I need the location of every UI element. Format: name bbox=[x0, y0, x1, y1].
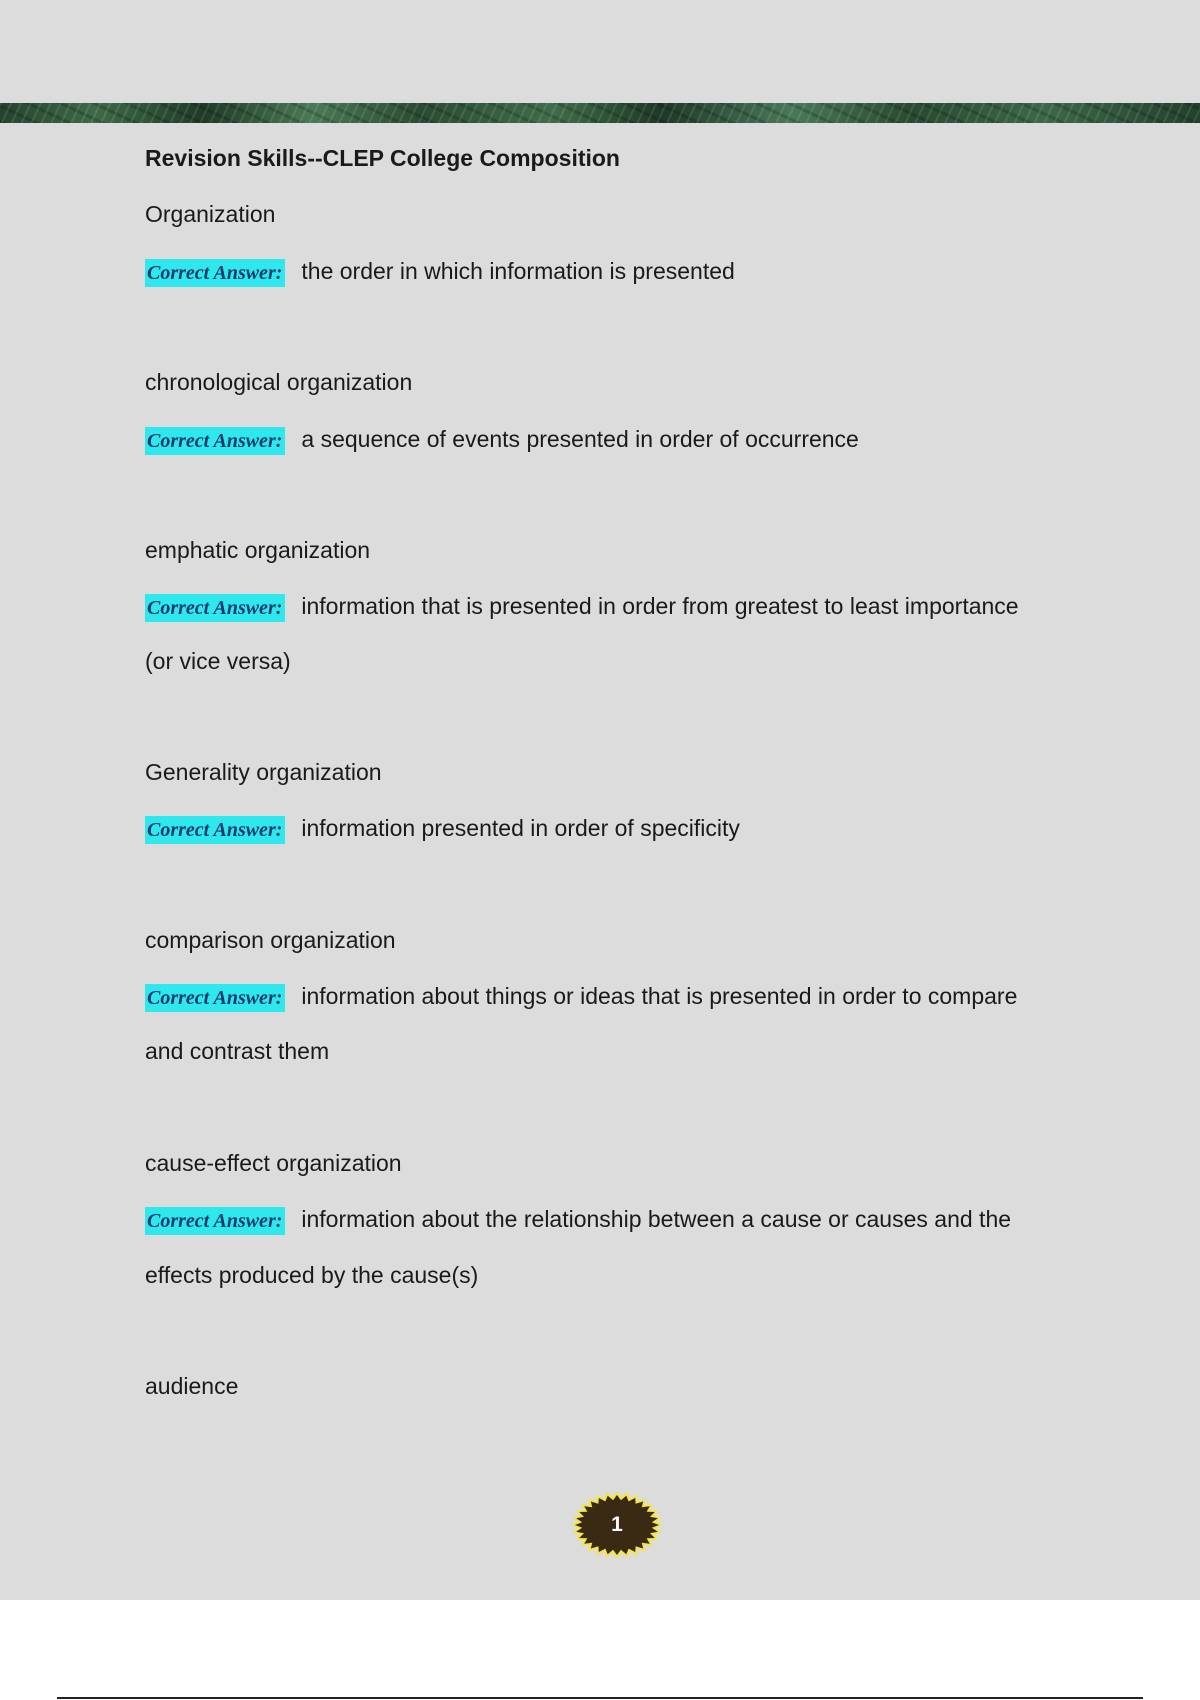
answer-continuation: and contrast them bbox=[145, 1038, 330, 1064]
term-text: Generality organization bbox=[145, 759, 382, 785]
answer-text: a sequence of events presented in order of occurrence bbox=[301, 426, 859, 452]
answer-text: information that is presented in order from greatest to least importance bbox=[301, 593, 1019, 619]
answer-text: information about things or ideas that is presented in order to compare bbox=[301, 983, 1018, 1009]
document-title: Revision Skills--CLEP College Composition bbox=[145, 145, 620, 171]
page-number-badge bbox=[570, 1490, 664, 1560]
answer-line bbox=[145, 981, 1017, 1012]
footer-divider bbox=[57, 1697, 1143, 1699]
term-text: Organization bbox=[145, 201, 276, 227]
correct-answer-tag: Correct Answer: bbox=[145, 594, 285, 622]
page-number: 1 bbox=[611, 1513, 623, 1536]
answer-text: information about the relationship between a cause or causes and the bbox=[301, 1206, 1012, 1232]
term-text: cause-effect organization bbox=[145, 1150, 402, 1176]
correct-answer-tag: Correct Answer: bbox=[145, 984, 285, 1012]
answer-line bbox=[145, 813, 740, 844]
term-text: chronological organization bbox=[145, 369, 413, 395]
decorative-header-band bbox=[0, 103, 1200, 123]
answer-text: the order in which information is presented bbox=[301, 258, 735, 284]
correct-answer-tag: Correct Answer: bbox=[145, 1207, 285, 1235]
answer-line bbox=[145, 591, 1019, 622]
correct-answer-tag: Correct Answer: bbox=[145, 259, 285, 287]
answer-continuation: (or vice versa) bbox=[145, 648, 291, 674]
answer-text: information presented in order of specificity bbox=[301, 815, 740, 841]
correct-answer-tag: Correct Answer: bbox=[145, 427, 285, 455]
answer-line bbox=[145, 424, 859, 455]
answer-continuation: effects produced by the cause(s) bbox=[145, 1262, 479, 1288]
term-text: comparison organization bbox=[145, 927, 396, 953]
term-text: audience bbox=[145, 1373, 239, 1399]
answer-line bbox=[145, 1204, 1011, 1235]
term-text: emphatic organization bbox=[145, 537, 371, 563]
correct-answer-tag: Correct Answer: bbox=[145, 816, 285, 844]
answer-line bbox=[145, 256, 735, 287]
